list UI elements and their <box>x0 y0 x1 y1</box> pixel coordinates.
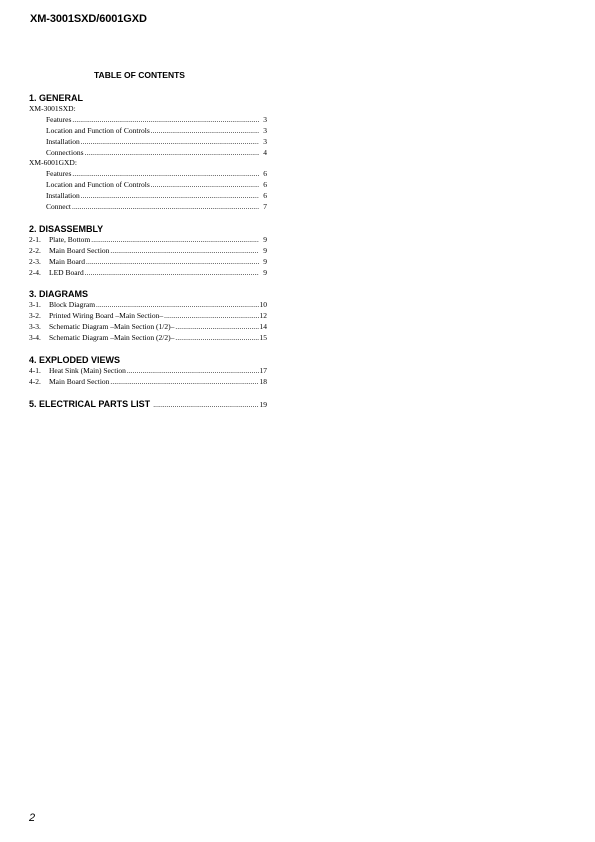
entry-title: Main Board <box>49 256 86 266</box>
entry-page: 9 <box>263 267 267 277</box>
dot-leader <box>86 257 259 268</box>
entry-title: Schematic Diagram –Main Section (1/2)– <box>49 322 175 332</box>
toc-section-diagrams <box>29 288 267 344</box>
toc-entry[interactable] <box>29 398 267 410</box>
entry-number: 3-4. <box>29 333 41 343</box>
entry-title: Features <box>46 169 72 179</box>
entry-page: 4 <box>263 147 267 157</box>
entry-page: 10 <box>259 300 267 310</box>
toc-entry[interactable] <box>29 126 267 137</box>
entry-title: Connect <box>46 202 71 212</box>
toc-section-general <box>29 92 267 213</box>
entry-title: Plate, Bottom <box>49 234 91 244</box>
dot-leader <box>151 180 259 191</box>
toc-title: TABLE OF CONTENTS <box>94 70 185 80</box>
entry-page: 12 <box>259 311 267 321</box>
entry-number: 4-1. <box>29 366 41 376</box>
toc-entry[interactable] <box>29 366 267 377</box>
entry-page: 6 <box>263 180 267 190</box>
entry-page: 3 <box>263 125 267 135</box>
toc-entry[interactable] <box>29 169 267 180</box>
entry-page: 14 <box>259 322 267 332</box>
dot-leader <box>96 300 258 311</box>
entry-page: 17 <box>259 366 267 376</box>
dot-leader <box>85 268 259 279</box>
entry-page: 9 <box>263 256 267 266</box>
entry-number: 2-1. <box>29 234 41 244</box>
toc-entry[interactable] <box>29 180 267 191</box>
toc-entry[interactable] <box>29 333 267 344</box>
toc-entry[interactable] <box>29 191 267 202</box>
section-heading: 5. ELECTRICAL PARTS LIST <box>29 398 151 409</box>
dot-leader <box>175 333 258 344</box>
entry-title: Printed Wiring Board –Main Section– <box>49 311 164 321</box>
dot-leader <box>81 137 259 148</box>
model-group-label: XM-3001SXD: <box>29 104 76 113</box>
entry-title: Main Board Section <box>49 245 110 255</box>
toc-entry[interactable] <box>29 246 267 257</box>
section-heading[interactable]: 3. DIAGRAMS <box>29 289 89 300</box>
entry-number: 2-3. <box>29 256 41 266</box>
dot-leader <box>85 148 260 159</box>
toc-section-electrical-parts-list <box>29 398 267 410</box>
entry-title: Block Diagram <box>49 300 96 310</box>
entry-title: Heat Sink (Main) Section <box>49 366 126 376</box>
entry-title: Location and Function of Controls <box>46 180 150 190</box>
entry-title: Connections <box>46 147 84 157</box>
entry-title: Location and Function of Controls <box>46 125 150 135</box>
dot-leader <box>151 126 259 137</box>
entry-page: 6 <box>263 191 267 201</box>
entry-page: 3 <box>263 114 267 124</box>
toc-entry[interactable] <box>29 115 267 126</box>
dot-leader <box>91 235 259 246</box>
dot-leader <box>72 202 259 213</box>
toc-section-disassembly <box>29 223 267 279</box>
entry-number: 3-1. <box>29 300 41 310</box>
dot-leader <box>127 366 259 377</box>
entry-number: 3-2. <box>29 311 41 321</box>
entry-title: Main Board Section <box>49 376 110 386</box>
entry-page: 9 <box>263 234 267 244</box>
toc-entry[interactable] <box>29 377 267 388</box>
section-heading[interactable]: 4. EXPLODED VIEWS <box>29 355 121 366</box>
toc-entry[interactable] <box>29 148 267 159</box>
entry-title: Schematic Diagram –Main Section (2/2)– <box>49 333 175 343</box>
dot-leader <box>153 399 258 411</box>
entry-page: 7 <box>263 202 267 212</box>
dot-leader <box>175 322 258 333</box>
entry-page: 19 <box>259 399 267 409</box>
model-group-label: XM-6001GXD: <box>29 158 77 168</box>
dot-leader <box>72 115 259 126</box>
toc-entry[interactable] <box>29 235 267 246</box>
toc-entry[interactable] <box>29 322 267 333</box>
entry-number: 3-3. <box>29 322 41 332</box>
entry-title: LED Board <box>49 267 84 277</box>
section-heading[interactable]: 1. GENERAL <box>29 93 84 103</box>
entry-page: 18 <box>259 376 267 386</box>
entry-title: Installation <box>46 136 80 146</box>
entry-page: 3 <box>263 136 267 146</box>
entry-number: 2-4. <box>29 267 41 277</box>
toc-entry[interactable] <box>29 137 267 148</box>
dot-leader <box>110 377 258 388</box>
entry-title: Features <box>46 114 72 124</box>
entry-number: 4-2. <box>29 376 41 386</box>
page-number: 2 <box>29 812 36 824</box>
table-of-contents <box>29 92 267 420</box>
toc-entry[interactable] <box>29 202 267 213</box>
entry-page: 15 <box>259 333 267 343</box>
dot-leader <box>72 169 259 180</box>
entry-number: 2-2. <box>29 245 41 255</box>
section-heading[interactable]: 2. DISASSEMBLY <box>29 223 104 234</box>
dot-leader <box>110 246 259 257</box>
toc-section-exploded-views <box>29 354 267 388</box>
toc-entry[interactable] <box>29 311 267 322</box>
entry-page: 9 <box>263 245 267 255</box>
entry-title: Installation <box>46 191 80 201</box>
toc-entry[interactable] <box>29 300 267 311</box>
entry-page: 6 <box>263 169 267 179</box>
dot-leader <box>164 311 258 322</box>
model-header: XM-3001SXD/6001GXD <box>30 13 147 25</box>
dot-leader <box>81 191 259 202</box>
toc-entry[interactable] <box>29 268 267 279</box>
toc-entry[interactable] <box>29 257 267 268</box>
